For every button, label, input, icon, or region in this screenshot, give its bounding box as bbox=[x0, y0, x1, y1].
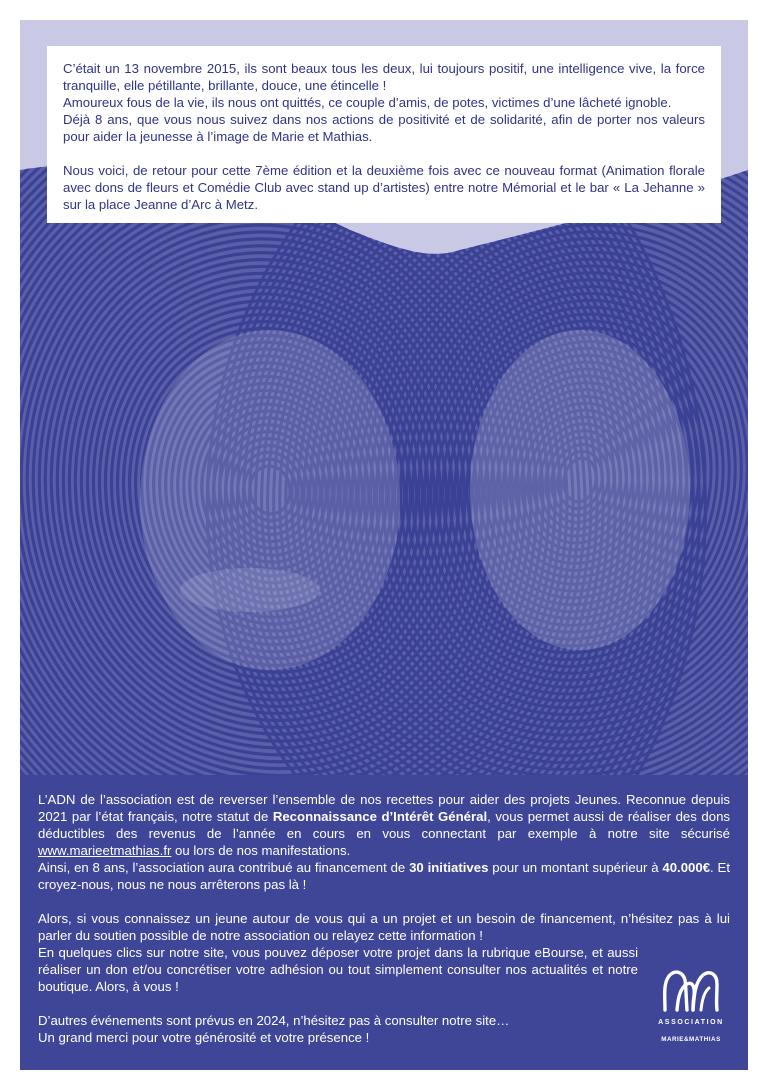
hearts-mm-logo-icon bbox=[661, 966, 721, 1012]
closing-line-2: Un grand merci pour votre générosité et votre présence ! bbox=[38, 1030, 370, 1045]
funding-text-c: . Et croyez-nous, nous ne nous arrêterons pas là ! bbox=[38, 860, 730, 892]
intro-paragraph-3: Déjà 8 ans, que vous nous suivez dans nos actions de positivité et de solidarité, afin de porter nos valeurs pour aider la jeunesse à l’image de Marie et Mathias. bbox=[63, 112, 705, 144]
association-info-panel bbox=[20, 775, 748, 1070]
poster-frame bbox=[20, 20, 748, 1070]
closing-line-1: D’autres événements sont prévus en 2024, n’hésitez pas à consulter notre site… bbox=[38, 1013, 510, 1028]
call-paragraph-1: Alors, si vous connaissez un jeune autour de vous qui a un projet et un besoin de financement, n’hésitez pas à lui parler du soutien possible de notre association ou relayez cette information ! bbox=[38, 911, 730, 943]
funding-paragraph bbox=[38, 859, 730, 893]
intro-paragraph-1: C’était un 13 novembre 2015, ils sont beaux tous les deux, lui toujours positif, une intelligence vive, la force tranquille, elle pétillante, brillante, douce, une étincelle ! bbox=[63, 61, 705, 93]
intro-paragraph-4: Nous voici, de retour pour cette 7ème édition et la deuxième fois avec ce nouveau format (Animation florale avec dons de fleurs et Comédie Club avec stand up d’artistes) entre notre Mémorial et le bar « La Jehanne » sur la place Jeanne d’Arc à Metz. bbox=[63, 163, 705, 212]
call-paragraph-2: En quelques clics sur notre site, vous pouvez déposer votre projet dans la rubrique eBourse, et aussi réaliser un don et/ou concrétiser votre adhésion ou tout simplement consulter nos actualités et notre boutique. Alors, à vous ! bbox=[38, 945, 638, 994]
adn-text-c: ou lors de nos manifestations. bbox=[171, 843, 351, 858]
funding-text-a: Ainsi, en 8 ans, l’association aura contribué au financement de bbox=[38, 860, 410, 875]
website-link[interactable]: www.marieetmathias.fr bbox=[38, 843, 172, 858]
association-logo bbox=[652, 966, 730, 1048]
funding-text-b: pour un montant supérieur à bbox=[488, 860, 663, 875]
adn-text-b: , vous permet aussi de réaliser des dons déductibles des revenus de l’année en cours en vous connectant par exemple à notre site sécurisé bbox=[38, 809, 730, 841]
adn-text-a: L’ADN de l’association est de reverser l’ensemble de nos recettes pour aider des projets Jeunes. Reconnue depuis 2021 par l’état français, notre statut de bbox=[38, 792, 730, 824]
intro-text-box bbox=[47, 46, 721, 223]
intro-paragraph-2: Amoureux fous de la vie, ils nous ont quittés, ce couple d’amis, de potes, victimes d’une lâcheté ignoble. bbox=[63, 95, 672, 110]
funding-amount: 40.000€ bbox=[662, 860, 711, 875]
logo-association-label: ASSOCIATION bbox=[658, 1019, 724, 1026]
logo-name-label: MARIE&MATHIAS bbox=[661, 1036, 721, 1043]
initiatives-count: 30 initiatives bbox=[409, 860, 489, 875]
rig-status: Reconnaissance d’Intérêt Général bbox=[272, 809, 488, 824]
adn-paragraph bbox=[38, 791, 730, 859]
